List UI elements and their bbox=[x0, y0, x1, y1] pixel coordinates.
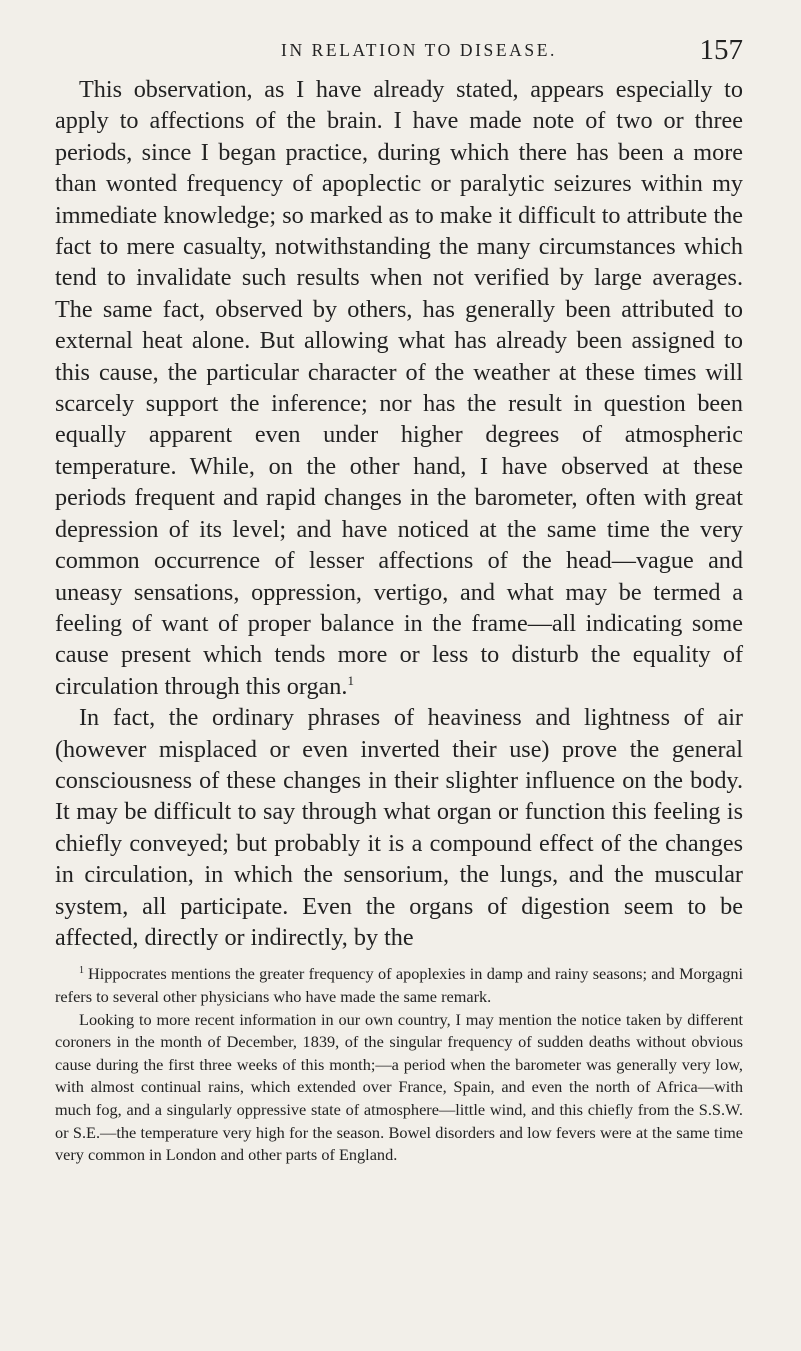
paragraph bbox=[55, 74, 743, 702]
running-head bbox=[55, 34, 743, 74]
footnotes bbox=[55, 963, 743, 1166]
running-title: IN RELATION TO DISEASE. bbox=[281, 40, 557, 60]
footnote-text: Hippocrates mentions the greater frequency of apoplexies in damp and rainy seasons; and Morgagni refers to several other physicians who have made the same remark. bbox=[55, 964, 743, 1006]
footnote-mark: 1 bbox=[79, 964, 84, 976]
footnote-continuation: Looking to more recent information in our own country, I may mention the notice taken by different coroners in the month of December, 1839, of the singular frequency of sudden deaths without obvious cause during the first three weeks of this month;—a period when the barometer was generally very low, with almost continual rains, which extended over France, Spain, and even the north of Africa—with much fog, and a singularly oppressive state of atmosphere—little wind, and this chiefly from the S.S.W. or S.E.—the temperature very high for the season. Bowel disorders and low fevers were at the same time very common in London and other parts of England. bbox=[55, 1009, 743, 1165]
footnote-reference: 1 bbox=[347, 672, 354, 688]
paragraph: In fact, the ordinary phrases of heaviness and lightness of air (however misplaced or even inverted their use) prove the general consciousness of these changes in their slighter influence on the body. It may be difficult to say through what organ or function this feeling is chiefly conveyed; but probably it is a compound effect of the changes in circulation, in which the sensorium, the lungs, and the muscular system, all participate. Even the organs of digestion seem to be affected, directly or indirectly, by the bbox=[55, 704, 743, 951]
footnote bbox=[55, 963, 743, 1008]
page-number: 157 bbox=[699, 34, 743, 66]
paragraph-text: This observation, as I have already stated, appears especially to apply to affections of the brain. I have made note of two or three periods, since I began practice, during which there has been a more than wonted frequency of apoplectic or paralytic seizures within my immediate knowledge; so marked as to make it difficult to attribute the fact to mere casualty, notwithstanding the many circumstances which tend to invalidate such results when not verified by large averages. The same fact, observed by others, has generally been attributed to external heat alone. But allowing what has already been assigned to this cause, the particular character of the weather at these times will scarcely support the inference; nor has the result in question been equally apparent even under higher degrees of atmospheric temperature. While, on the other hand, I have observed at these periods frequent and rapid changes in the barometer, often with great depression of its level; and have noticed at the same time the very common occurrence of lesser affections of the head—vague and uneasy sensations, oppression, vertigo, and what may be termed a feeling of want of proper balance in the frame—all indicating some cause present which tends more or less to disturb the equality of circulation through this organ. bbox=[55, 76, 743, 700]
body-text bbox=[55, 74, 743, 953]
